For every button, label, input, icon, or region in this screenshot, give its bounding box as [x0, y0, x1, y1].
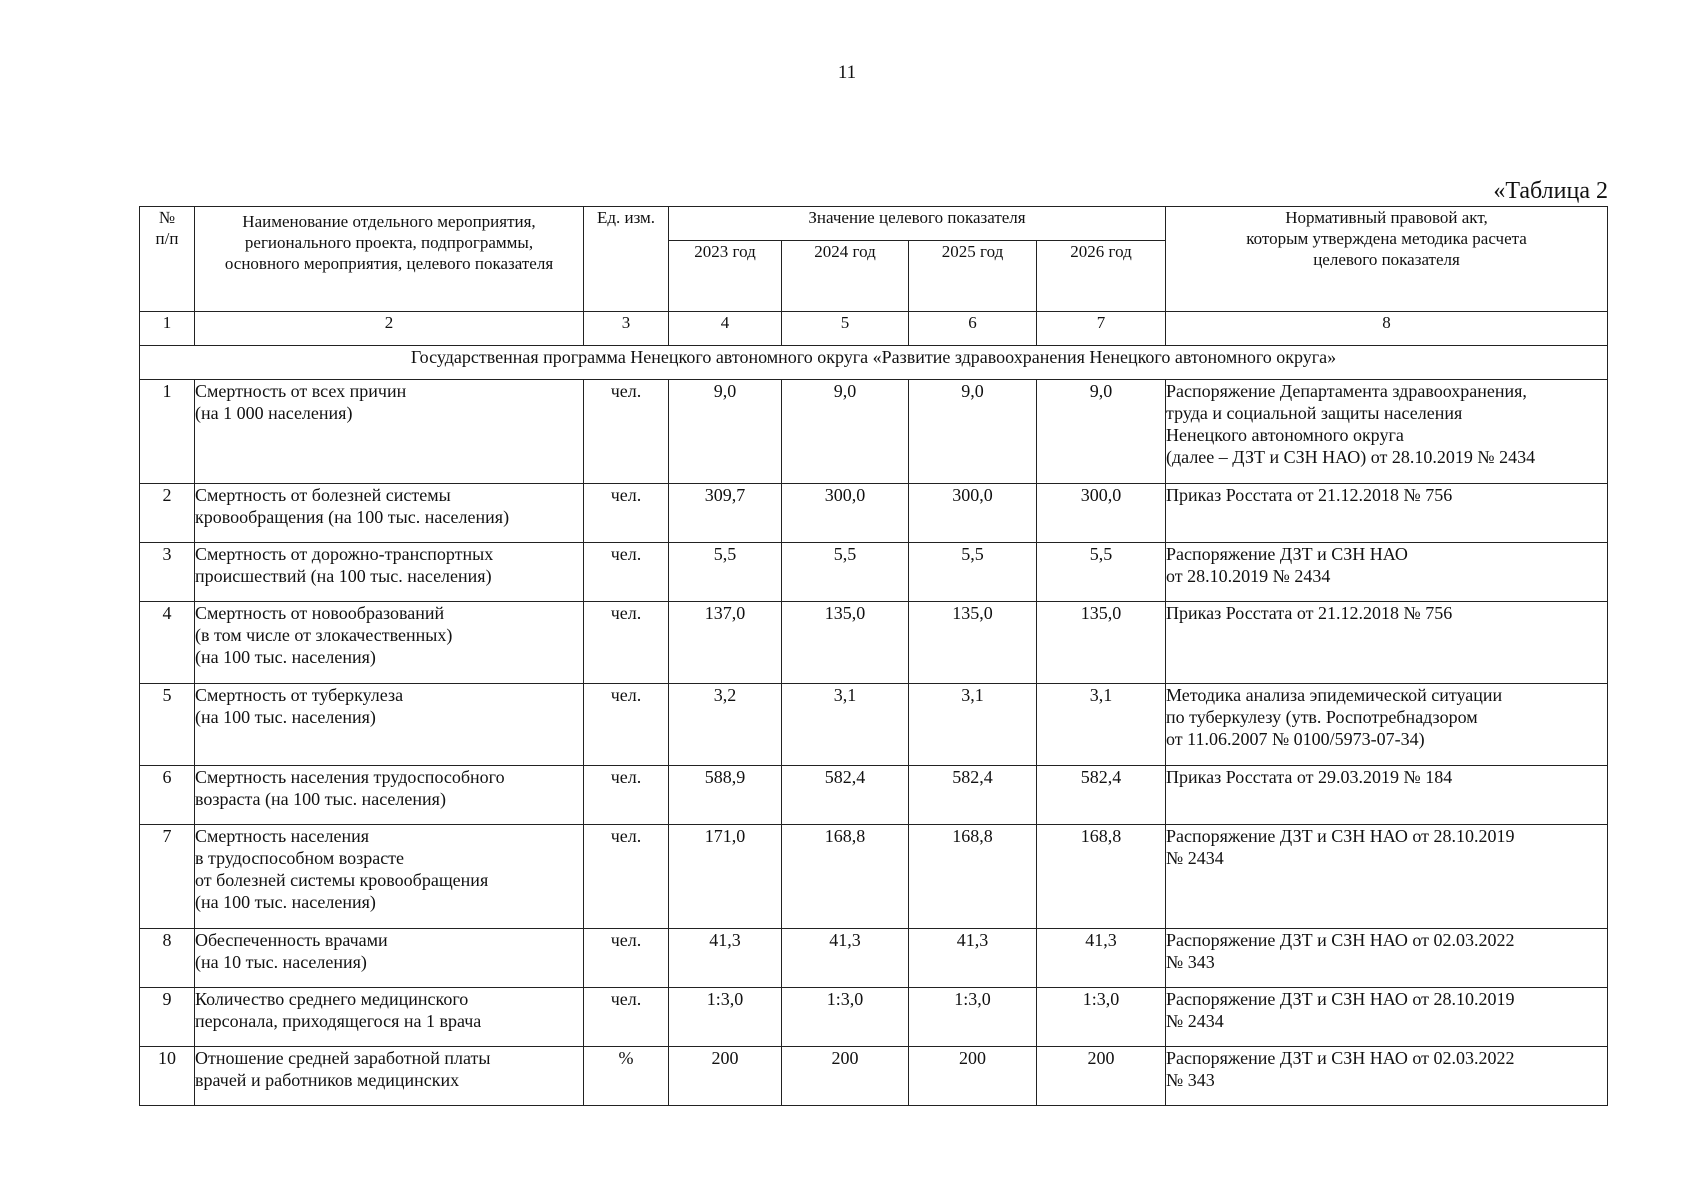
header-year-2023: 2023 год	[669, 241, 782, 312]
unit: чел.	[584, 825, 669, 929]
value-2026: 5,5	[1037, 543, 1166, 602]
column-number: 8	[1166, 312, 1608, 346]
indicator-name: Смертность от дорожно-транспортных происшествий (на 100 тыс. населения)	[195, 543, 584, 602]
header-year-2025: 2025 год	[909, 241, 1037, 312]
value-2024: 1:3,0	[782, 988, 909, 1047]
unit: чел.	[584, 988, 669, 1047]
row-number: 8	[140, 929, 195, 988]
value-2023: 1:3,0	[669, 988, 782, 1047]
unit: чел.	[584, 602, 669, 684]
value-2023: 3,2	[669, 684, 782, 766]
header-name: Наименование отдельного мероприятия, регионального проекта, подпрограммы, основного мероприятия, целевого показателя	[195, 207, 584, 312]
table-row	[140, 380, 1608, 484]
column-number: 4	[669, 312, 782, 346]
header-year-2024: 2024 год	[782, 241, 909, 312]
value-2025: 1:3,0	[909, 988, 1037, 1047]
value-2024: 9,0	[782, 380, 909, 484]
value-2023: 309,7	[669, 484, 782, 543]
row-number: 3	[140, 543, 195, 602]
value-2025: 5,5	[909, 543, 1037, 602]
value-2023: 200	[669, 1047, 782, 1106]
value-2026: 200	[1037, 1047, 1166, 1106]
column-number: 2	[195, 312, 584, 346]
legal-act: Приказ Росстата от 21.12.2018 № 756	[1166, 602, 1608, 684]
legal-act: Приказ Росстата от 29.03.2019 № 184	[1166, 766, 1608, 825]
indicator-name: Смертность от туберкулеза (на 100 тыс. населения)	[195, 684, 584, 766]
table-row	[140, 484, 1608, 543]
table-row	[140, 825, 1608, 929]
row-number: 1	[140, 380, 195, 484]
value-2024: 135,0	[782, 602, 909, 684]
value-2026: 168,8	[1037, 825, 1166, 929]
row-number: 7	[140, 825, 195, 929]
value-2025: 135,0	[909, 602, 1037, 684]
value-2025: 582,4	[909, 766, 1037, 825]
legal-act: Методика анализа эпидемической ситуации по туберкулезу (утв. Роспотребнадзором от 11.06.2007 № 0100/5973-07-34)	[1166, 684, 1608, 766]
value-2024: 582,4	[782, 766, 909, 825]
column-number: 5	[782, 312, 909, 346]
value-2023: 588,9	[669, 766, 782, 825]
indicator-name: Смертность населения в трудоспособном возрасте от болезней системы кровообращения (на 100 тыс. населения)	[195, 825, 584, 929]
indicator-name: Смертность населения трудоспособного возраста (на 100 тыс. населения)	[195, 766, 584, 825]
column-number-row	[140, 312, 1608, 346]
value-2024: 3,1	[782, 684, 909, 766]
legal-act: Распоряжение ДЗТ и СЗН НАО от 02.03.2022 № 343	[1166, 1047, 1608, 1106]
table-row	[140, 602, 1608, 684]
value-2026: 300,0	[1037, 484, 1166, 543]
unit: чел.	[584, 766, 669, 825]
value-2026: 135,0	[1037, 602, 1166, 684]
row-number: 6	[140, 766, 195, 825]
page-number: 11	[837, 62, 857, 83]
table-row	[140, 684, 1608, 766]
column-number: 6	[909, 312, 1037, 346]
unit: чел.	[584, 484, 669, 543]
value-2025: 41,3	[909, 929, 1037, 988]
table-caption: «Таблица 2	[1493, 178, 1608, 204]
value-2026: 9,0	[1037, 380, 1166, 484]
value-2024: 168,8	[782, 825, 909, 929]
value-2025: 3,1	[909, 684, 1037, 766]
row-number: 4	[140, 602, 195, 684]
value-2025: 200	[909, 1047, 1037, 1106]
table-row	[140, 1047, 1608, 1106]
legal-act: Приказ Росстата от 21.12.2018 № 756	[1166, 484, 1608, 543]
value-2023: 9,0	[669, 380, 782, 484]
value-2026: 582,4	[1037, 766, 1166, 825]
header-legal-act: Нормативный правовой акт, которым утверждена методика расчета целевого показателя	[1166, 207, 1608, 312]
unit: %	[584, 1047, 669, 1106]
unit: чел.	[584, 380, 669, 484]
value-2023: 5,5	[669, 543, 782, 602]
table-row	[140, 929, 1608, 988]
value-2026: 41,3	[1037, 929, 1166, 988]
value-2024: 5,5	[782, 543, 909, 602]
legal-act: Распоряжение ДЗТ и СЗН НАО от 28.10.2019 № 2434	[1166, 543, 1608, 602]
unit: чел.	[584, 543, 669, 602]
row-number: 2	[140, 484, 195, 543]
header-number: № п/п	[140, 207, 195, 312]
value-2024: 300,0	[782, 484, 909, 543]
value-2024: 200	[782, 1047, 909, 1106]
section-row	[140, 346, 1608, 380]
row-number: 5	[140, 684, 195, 766]
indicator-name: Смертность от болезней системы кровообращения (на 100 тыс. населения)	[195, 484, 584, 543]
unit: чел.	[584, 929, 669, 988]
value-2025: 168,8	[909, 825, 1037, 929]
indicator-name: Отношение средней заработной платы врачей и работников медицинских	[195, 1047, 584, 1106]
section-title: Государственная программа Ненецкого автономного округа «Развитие здравоохранения Ненецкого автономного округа»	[140, 346, 1608, 380]
header-unit: Ед. изм.	[584, 207, 669, 312]
unit: чел.	[584, 684, 669, 766]
indicator-name: Смертность от всех причин (на 1 000 населения)	[195, 380, 584, 484]
table-row	[140, 543, 1608, 602]
value-2023: 171,0	[669, 825, 782, 929]
row-number: 9	[140, 988, 195, 1047]
header-year-2026: 2026 год	[1037, 241, 1166, 312]
column-number: 3	[584, 312, 669, 346]
value-2024: 41,3	[782, 929, 909, 988]
legal-act: Распоряжение ДЗТ и СЗН НАО от 28.10.2019 № 2434	[1166, 988, 1608, 1047]
indicators-table	[139, 206, 1608, 1106]
value-2025: 9,0	[909, 380, 1037, 484]
value-2025: 300,0	[909, 484, 1037, 543]
value-2023: 137,0	[669, 602, 782, 684]
legal-act: Распоряжение ДЗТ и СЗН НАО от 28.10.2019 № 2434	[1166, 825, 1608, 929]
header-value-group: Значение целевого показателя	[669, 207, 1166, 241]
legal-act: Распоряжение Департамента здравоохранения, труда и социальной защиты населения Ненецкого автономного округа (далее – ДЗТ и СЗН НАО) от 28.10.2019 № 2434	[1166, 380, 1608, 484]
indicator-name: Обеспеченность врачами (на 10 тыс. населения)	[195, 929, 584, 988]
indicator-name: Количество среднего медицинского персонала, приходящегося на 1 врача	[195, 988, 584, 1047]
table-row	[140, 988, 1608, 1047]
value-2026: 1:3,0	[1037, 988, 1166, 1047]
value-2023: 41,3	[669, 929, 782, 988]
column-number: 1	[140, 312, 195, 346]
column-number: 7	[1037, 312, 1166, 346]
legal-act: Распоряжение ДЗТ и СЗН НАО от 02.03.2022 № 343	[1166, 929, 1608, 988]
table-row	[140, 766, 1608, 825]
value-2026: 3,1	[1037, 684, 1166, 766]
row-number: 10	[140, 1047, 195, 1106]
indicator-name: Смертность от новообразований (в том числе от злокачественных) (на 100 тыс. населения)	[195, 602, 584, 684]
